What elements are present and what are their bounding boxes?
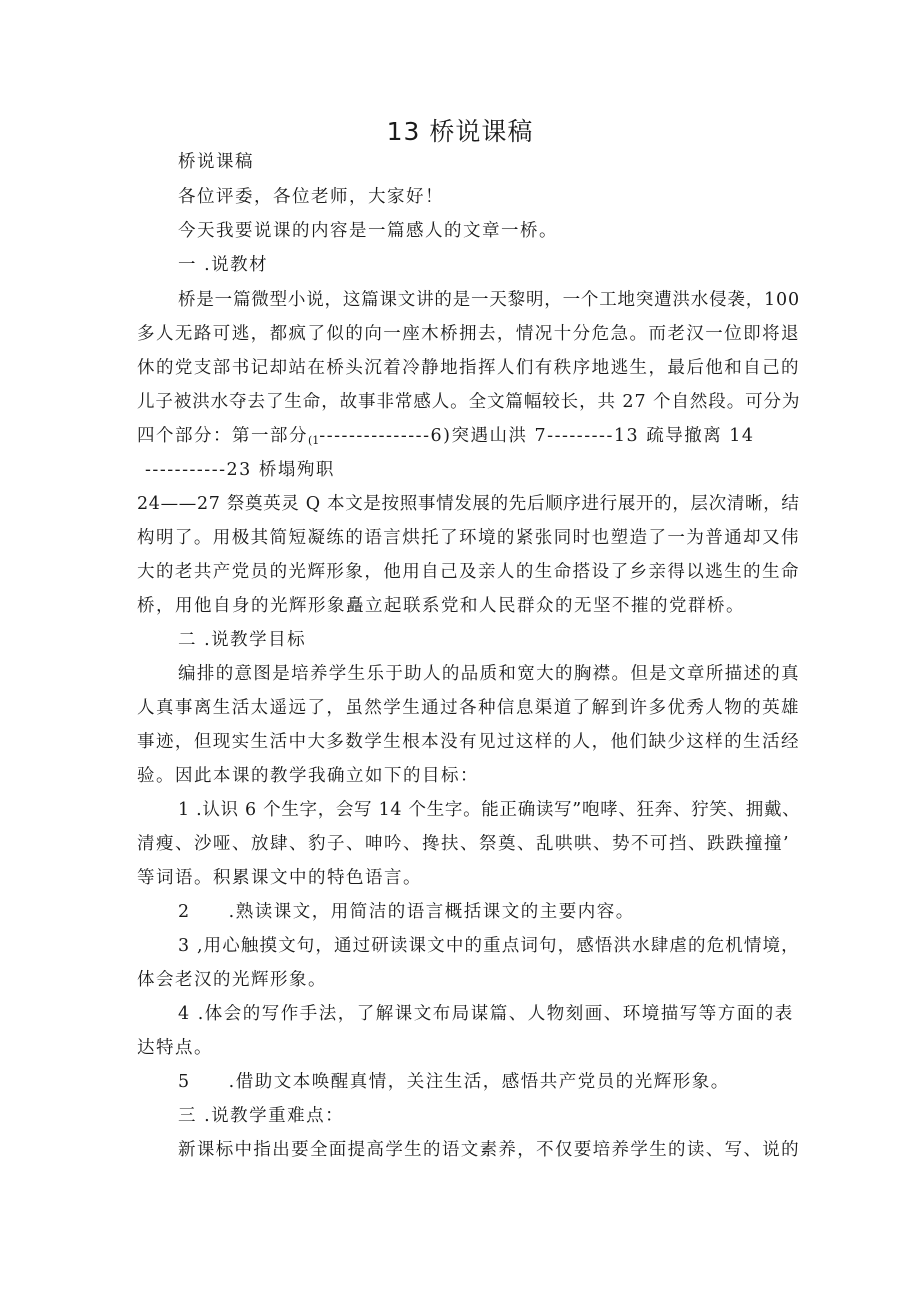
- paragraph-text: (1: [308, 434, 320, 447]
- list-item: 4 .体会的写作手法，了解课文布局谋篇、人物刻画、环境描写等方面的表: [178, 1004, 794, 1024]
- paragraph-line: 桥是一篇微型小说，这篇课文讲的是一天黎明，一个工地突遭洪水侵袭，100: [178, 290, 800, 310]
- paragraph-line: 事迹，但现实生活中大多数学生根本没有见过这样的人，他们缺少这样的生活经: [137, 732, 800, 752]
- paragraph-line: 体会老汉的光辉形象。: [137, 970, 327, 990]
- paragraph-text: ---------------6)突遇山洪 7---------13 疏导撤离 14: [319, 426, 755, 446]
- paragraph-line: 各位评委，各位老师，大家好！: [178, 187, 444, 207]
- paragraph-line: [137, 424, 755, 453]
- paragraph-line: 等词语。积累课文中的特色语言。: [137, 868, 422, 888]
- paragraph-line: 桥，用他自身的光辉形象矗立起联系党和人民群众的无坚不摧的党群桥。: [137, 596, 745, 616]
- paragraph-text: 四个部分：第一部分: [137, 426, 308, 446]
- section-heading: 三 .说教学重难点：: [178, 1106, 345, 1126]
- paragraph-line: 新课标中指出要全面提高学生的语文素养，不仅要培养学生的读、写、说的: [178, 1140, 800, 1160]
- paragraph-line: 24——27 祭奠英灵 Q 本文是按照事情发展的先后顺序进行展开的，层次清晰，结: [137, 494, 800, 514]
- paragraph-line: 多人无路可逃，都疯了似的向一座木桥拥去，情况十分危急。而老汉一位即将退: [137, 324, 800, 344]
- document-title: 13 桥说课稿: [386, 117, 534, 146]
- section-heading: 二 .说教学目标: [178, 630, 307, 650]
- paragraph-line: 达特点。: [137, 1038, 213, 1058]
- paragraph-line: 编排的意图是培养学生乐于助人的品质和宽大的胸襟。但是文章所描述的真: [178, 664, 800, 684]
- paragraph-line: 休的党支部书记却站在桥头沉着冷静地指挥人们有秩序地逃生，最后他和自己的: [137, 358, 800, 378]
- paragraph-line: 今天我要说课的内容是一篇感人的文章一桥。: [178, 221, 558, 241]
- list-item: 5 .借助文本唤醒真情，关注生活，感悟共产党员的光辉形象。: [178, 1072, 730, 1092]
- list-item: 1 .认识 6 个生字，会写 14 个生字。能正确读写”咆哮、狂奔、狞笑、拥戴、: [178, 800, 801, 820]
- paragraph-line: 清瘦、沙哑、放肆、豹子、呻吟、搀扶、祭奠、乱哄哄、势不可挡、跌跌撞撞’: [137, 834, 791, 854]
- paragraph-line: 大的老共产党员的光辉形象，他用自己及亲人的生命搭设了乡亲得以逃生的生命: [137, 562, 800, 582]
- paragraph-line: 儿子被洪水夺去了生命，故事非常感人。全文篇幅较长，共 27 个自然段。可分为: [137, 392, 801, 412]
- section-heading: 一 .说教材: [178, 255, 269, 275]
- paragraph-line: -----------23 桥塌殉职: [145, 460, 335, 480]
- paragraph-line: 人真事离生活太遥远了，虽然学生通过各种信息渠道了解到许多优秀人物的英雄: [137, 698, 800, 718]
- paragraph-line: 构明了。用极其简短凝练的语言烘托了环境的紧张同时也塑造了一为普通却又伟: [137, 528, 800, 548]
- paragraph-line: 验。因此本课的教学我确立如下的目标：: [137, 766, 479, 786]
- list-item: 3 ,用心触摸文句，通过研读课文中的重点词句，感悟洪水肆虐的危机情境，: [178, 936, 800, 956]
- paragraph-line: 桥说课稿: [178, 152, 254, 172]
- list-item: 2 .熟读课文，用简洁的语言概括课文的主要内容。: [178, 902, 635, 922]
